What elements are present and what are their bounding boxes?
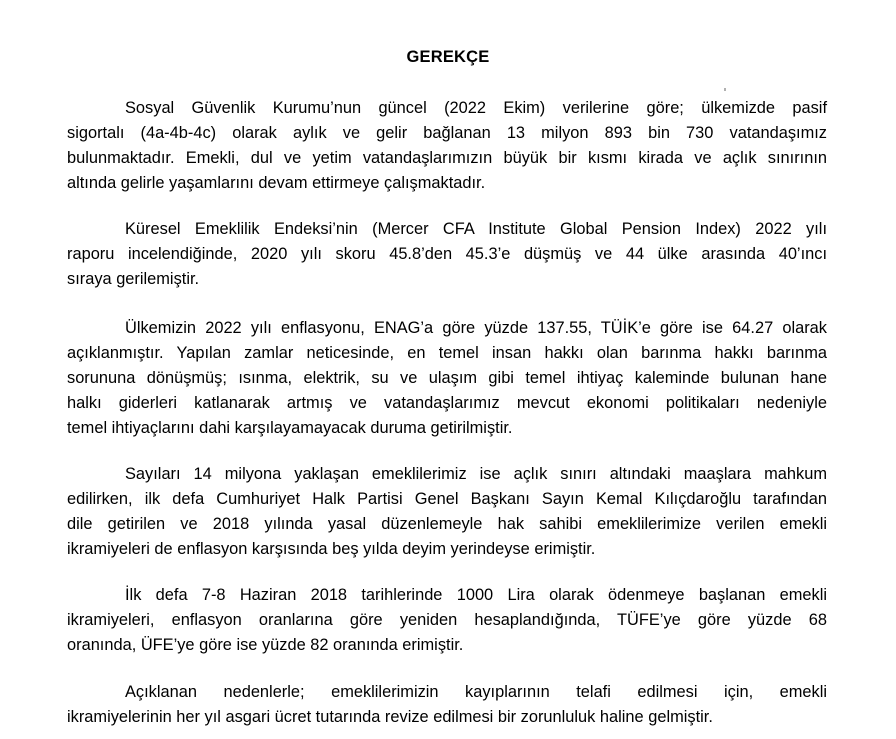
paragraph-line: Açıklanan nedenlerle; emeklilerimizin kayıplarının telafi edilmesi için, emekli [125, 683, 827, 701]
paragraph-line: raporu incelendiğinde, 2020 yılı skoru 45.8’den 45.3’e düşmüş ve 44 ülke arasında 40’ıncı [67, 245, 827, 263]
paragraph-line: halkı giderleri katlanarak artmış ve vatandaşlarımız mevcut ekonomi politikaları nedeniyle [67, 394, 827, 412]
paragraph-line: oranında, ÜFE’ye göre ise yüzde 82 oranında erimiştir. [67, 636, 464, 654]
paragraph-line: temel ihtiyaçlarını dahi karşılayamayacak duruma getirilmiştir. [67, 419, 513, 437]
paragraph-line: sigortalı (4a-4b-4c) olarak aylık ve gelir bağlanan 13 milyon 893 bin 730 vatandaşımız [67, 124, 827, 142]
paragraph-line: edilirken, ilk defa Cumhuriyet Halk Partisi Genel Başkanı Sayın Kemal Kılıçdaroğlu tarafından [67, 490, 827, 508]
paragraph-line: İlk defa 7-8 Haziran 2018 tarihlerinde 1000 Lira olarak ödenmeye başlanan emekli [125, 586, 827, 604]
paragraph-line: ikramiyeleri de enflasyon karşısında beş yılda deyim yerindeyse erimiştir. [67, 540, 596, 558]
paragraph-5 [67, 583, 827, 658]
paragraph-3 [67, 316, 827, 441]
paragraph-line: bulunmaktadır. Emekli, dul ve yetim vatandaşlarımızın büyük bir kısmı kirada ve açlık sınırının [67, 149, 827, 167]
paragraph-line: sıraya gerilemiştir. [67, 270, 200, 288]
paragraph-4 [67, 462, 827, 562]
document-title: GEREKÇE [406, 48, 490, 66]
paragraph-line: açıklanmıştır. Yapılan zamlar neticesinde, en temel insan hakkı olan barınma hakkı barınma [67, 344, 827, 362]
paragraph-line: Ülkemizin 2022 yılı enflasyonu, ENAG’a göre yüzde 137.55, TÜİK’e göre ise 64.27 olarak [125, 319, 827, 337]
paragraph-6 [67, 680, 827, 730]
paragraph-line: dile getirilen ve 2018 yılında yasal düzenlemeyle hak sahibi emeklilerimize verilen emekli [67, 515, 827, 533]
paragraph-line: sorununa dönüşmüş; ısınma, elektrik, su ve ulaşım gibi temel ihtiyaç kaleminde bulunan hane [67, 369, 827, 387]
paragraph-2 [67, 217, 827, 292]
paragraph-line: Küresel Emeklilik Endeksi’nin (Mercer CFA Institute Global Pension Index) 2022 yılı [125, 220, 827, 238]
paragraph-line: Sosyal Güvenlik Kurumu’nun güncel (2022 Ekim) verilerine göre; ülkemizde pasif [125, 99, 827, 117]
paragraph-1 [67, 96, 827, 196]
paragraph-line: Sayıları 14 milyona yaklaşan emeklilerimiz ise açlık sınırı altındaki maaşlara mahkum [125, 465, 827, 483]
paragraph-line: ikramiyelerinin her yıl asgari ücret tutarında revize edilmesi bir zorunluluk haline gelmiştir. [67, 708, 713, 726]
scan-speck [724, 88, 726, 91]
paragraph-line: ikramiyeleri, enflasyon oranlarına göre yeniden hesaplandığında, TÜFE’ye göre yüzde 68 [67, 611, 827, 629]
paragraph-line: altında gelirle yaşamlarını devam ettirmeye çalışmaktadır. [67, 174, 486, 192]
